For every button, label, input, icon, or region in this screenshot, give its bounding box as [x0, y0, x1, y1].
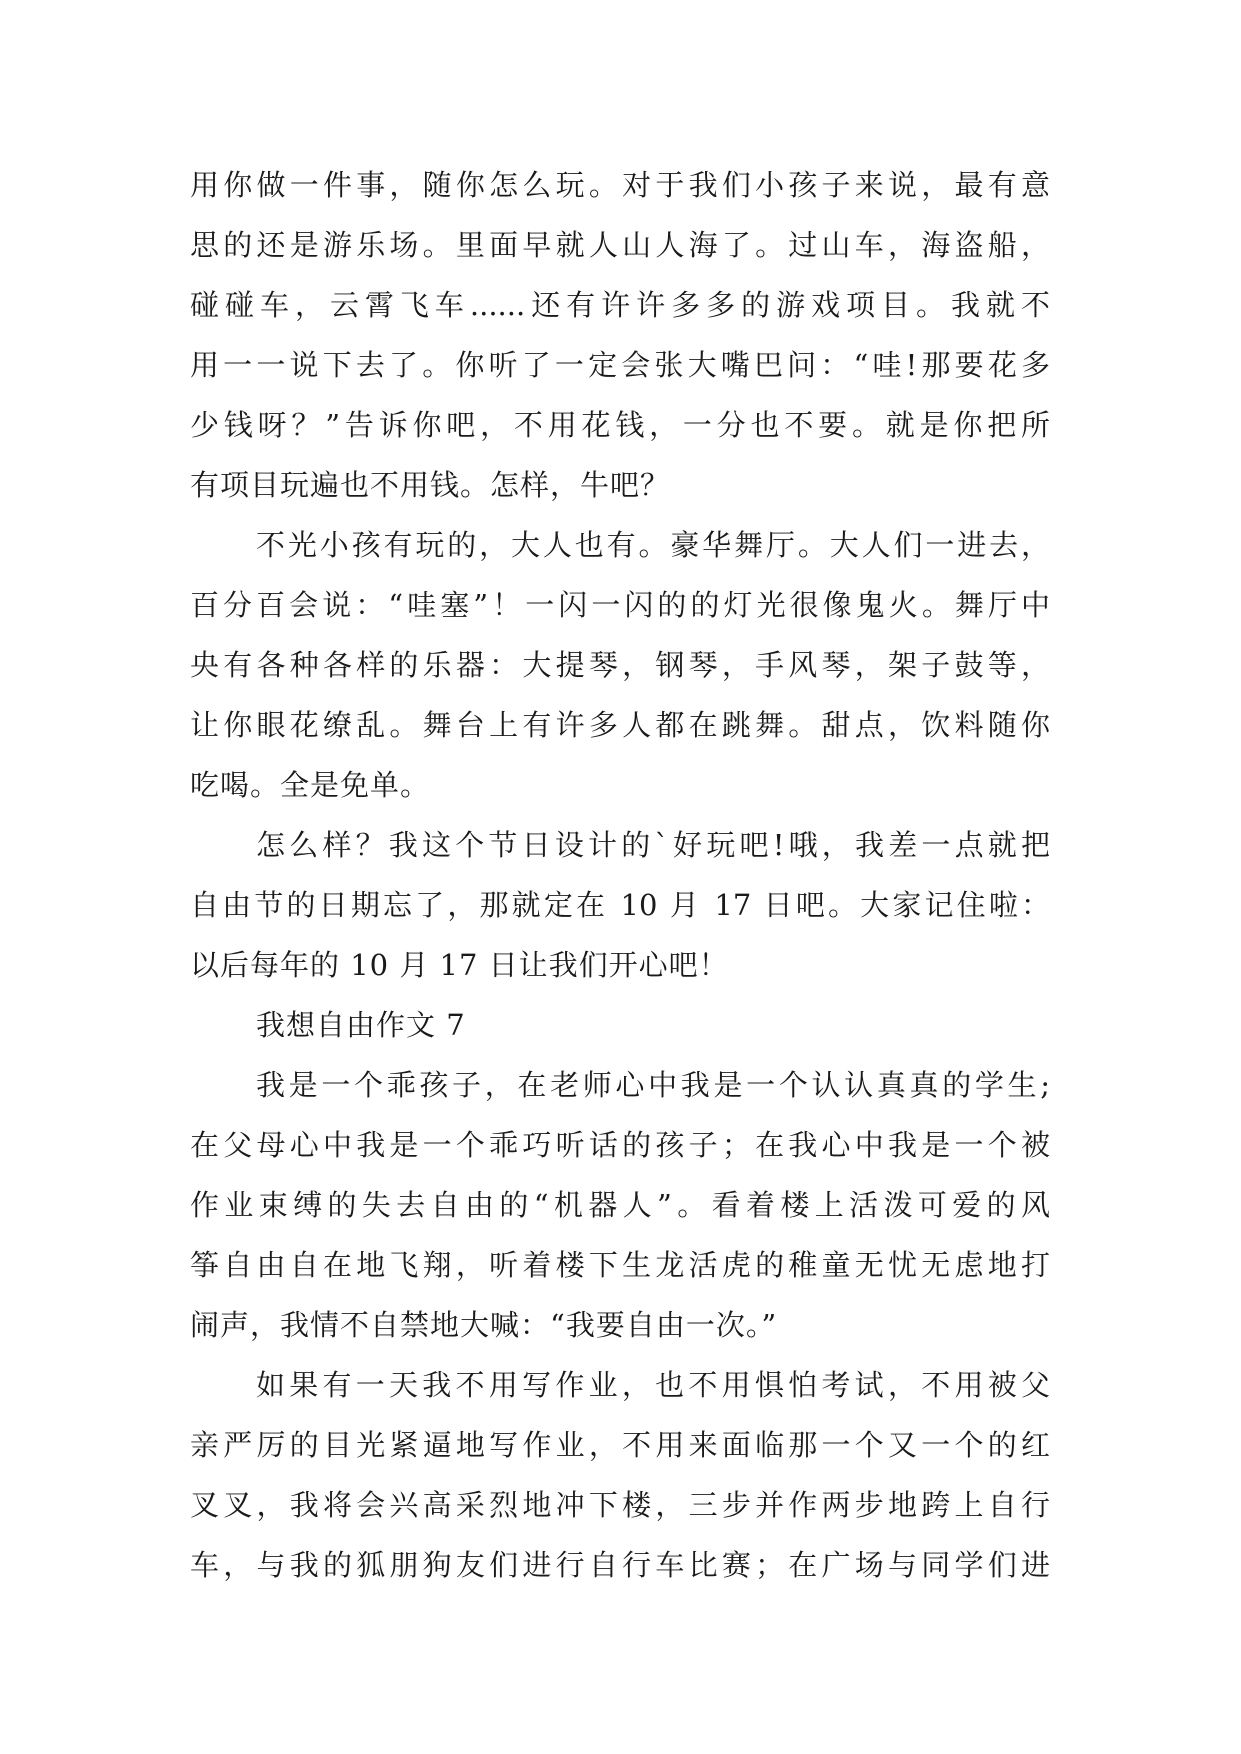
- text-line: 怎么样？我这个节日设计的`好玩吧!哦，我差一点就把: [256, 828, 1050, 862]
- text-line: 亲严厉的目光紧逼地写作业，不用来面临那一个又一个的红: [190, 1428, 1050, 1462]
- text-line: 自由节的日期忘了，那就定在 10 月 17 日吧。大家记住啦：: [190, 888, 1050, 922]
- text-line: 有项目玩遍也不用钱。怎样，牛吧？: [190, 468, 671, 502]
- text-line: 吃喝。全是免单。: [190, 768, 431, 802]
- text-line: 筝自由自在地飞翔，听着楼下生龙活虎的稚童无忧无虑地打: [190, 1248, 1050, 1282]
- text-line: 在父母心中我是一个乖巧听话的孩子；在我心中我是一个被: [190, 1128, 1050, 1162]
- text-line: 百分百会说：“哇塞”！一闪一闪的的灯光很像鬼火。舞厅中: [190, 588, 1050, 622]
- text-line: 以后每年的 10 月 17 日让我们开心吧！: [190, 948, 729, 982]
- text-line: 叉叉，我将会兴高采烈地冲下楼，三步并作两步地跨上自行: [190, 1488, 1050, 1522]
- text-line: 思的还是游乐场。里面早就人山人海了。过山车，海盗船，: [190, 228, 1050, 262]
- text-line: 碰碰车，云霄飞车......还有许许多多的游戏项目。我就不: [190, 288, 1050, 322]
- text-line: 用一一说下去了。你听了一定会张大嘴巴问：“哇!那要花多: [190, 348, 1050, 382]
- document-body: [190, 155, 1050, 1595]
- text-line: 让你眼花缭乱。舞台上有许多人都在跳舞。甜点，饮料随你: [190, 708, 1050, 742]
- text-line: 用你做一件事，随你怎么玩。对于我们小孩子来说，最有意: [190, 168, 1050, 202]
- text-line: 闹声，我情不自禁地大喊：“我要自由一次。”: [190, 1308, 778, 1342]
- text-line: 如果有一天我不用写作业，也不用惧怕考试，不用被父: [256, 1368, 1050, 1402]
- text-line: 车，与我的狐朋狗友们进行自行车比赛；在广场与同学们进: [190, 1548, 1050, 1582]
- text-line: 作业束缚的失去自由的“机器人”。看着楼上活泼可爱的风: [190, 1188, 1050, 1222]
- text-line: 我是一个乖孩子，在老师心中我是一个认认真真的学生;: [256, 1068, 1050, 1102]
- text-line: 我想自由作文 7: [256, 1008, 466, 1042]
- text-line: 央有各种各样的乐器：大提琴，钢琴，手风琴，架子鼓等，: [190, 648, 1050, 682]
- text-line: 少钱呀？”告诉你吧，不用花钱，一分也不要。就是你把所: [190, 408, 1050, 442]
- text-line: 不光小孩有玩的，大人也有。豪华舞厅。大人们一进去，: [256, 528, 1050, 562]
